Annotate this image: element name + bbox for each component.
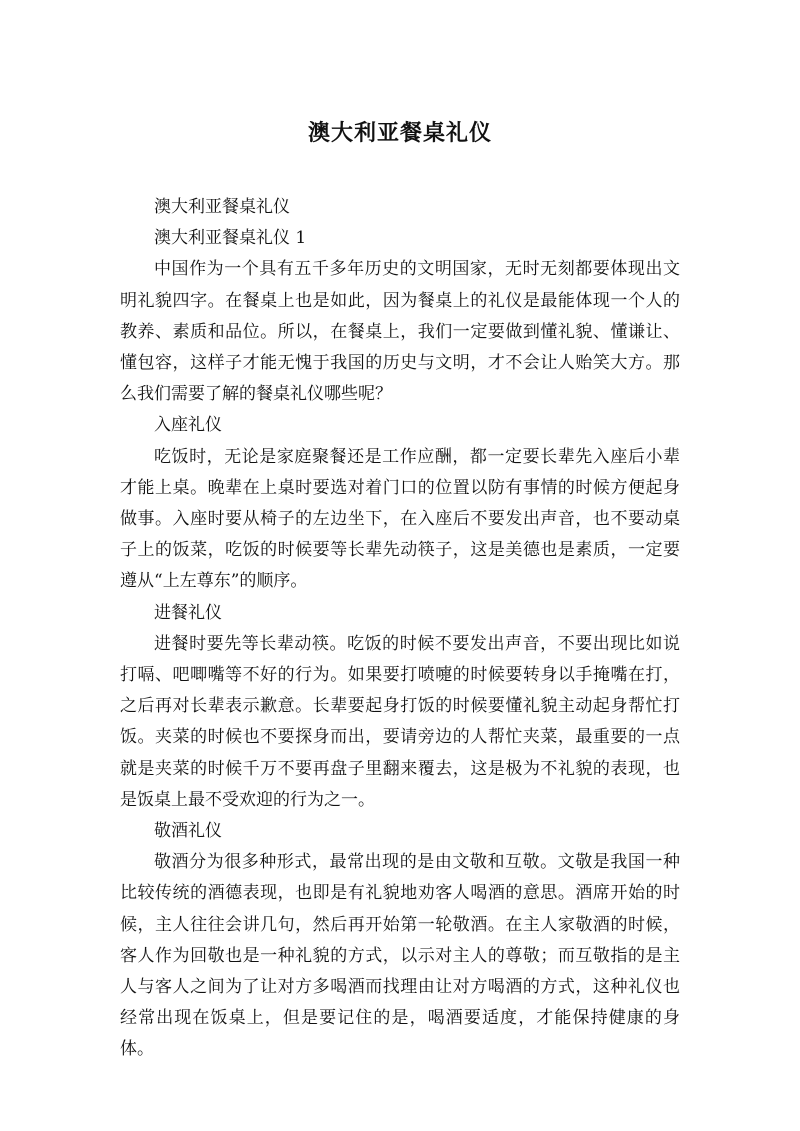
document-title: 澳大利亚餐桌礼仪 [307, 121, 492, 146]
paragraph-seating: 吃饭时，无论是家庭聚餐还是工作应酬，都一定要长辈先入座后小辈才能上桌。晚辈在上桌时要选对着门口的位置以防有事情的时候方便起身做事。入座时要从椅子的左边坐下，在入座后不要发出声音，也不要动桌子上的饭菜，吃饭的时候要等长辈先动筷子，这是美德也是素质，一定要遵从“上左尊东”的顺序。 [120, 446, 680, 592]
section-heading-dining: 进餐礼仪 [154, 602, 222, 623]
paragraph-toasting: 敬酒分为很多种形式，最常出现的是由文敬和互敬。文敬是我国一种比较传统的酒德表现，也即是有礼貌地劝客人喝酒的意思。酒席开始的时候，主人往往会讲几句，然后再开始第一轮敬酒。在主人家敬酒的时候，客人作为回敬也是一种礼貌的方式，以示对主人的尊敬；而互敬指的是主人与客人之间为了让对方多喝酒而找理由让对方喝酒的方式，这种礼仪也经常出现在饭桌上，但是要记住的是，喝酒要适度，才能保持健康的身体。 [120, 852, 680, 1060]
paragraph-intro: 中国作为一个具有五千多年历史的文明国家，无时无刻都要体现出文明礼貌四字。在餐桌上也是如此，因为餐桌上的礼仪是最能体现一个人的教养、素质和品位。所以，在餐桌上，我们一定要做到懂礼貌、懂谦让、懂包容，这样子才能无愧于我国的历史与文明，才不会让人贻笑大方。那么我们需要了解的餐桌礼仪哪些呢？ [120, 259, 680, 405]
paragraph-subtitle: 澳大利亚餐桌礼仪 [154, 197, 290, 217]
document-body [120, 192, 680, 1066]
paragraph-dining: 进餐时要先等长辈动筷。吃饭的时候不要发出声音，不要出现比如说打嗝、吧唧嘴等不好的行为。如果要打喷嚏的时候要转身以手掩嘴在打，之后再对长辈表示歉意。长辈要起身打饭的时候要懂礼貌主动起身帮忙打饭。夹菜的时候也不要探身而出，要请旁边的人帮忙夹菜，最重要的一点就是夹菜的时候千万不要再盘子里翻来覆去，这是极为不礼貌的表现，也是饭桌上最不受欢迎的行为之一。 [120, 633, 680, 810]
section-heading-toasting: 敬酒礼仪 [154, 821, 222, 842]
paragraph-subtitle-numbered: 澳大利亚餐桌礼仪 1 [154, 228, 307, 249]
section-heading-seating: 入座礼仪 [154, 415, 222, 436]
